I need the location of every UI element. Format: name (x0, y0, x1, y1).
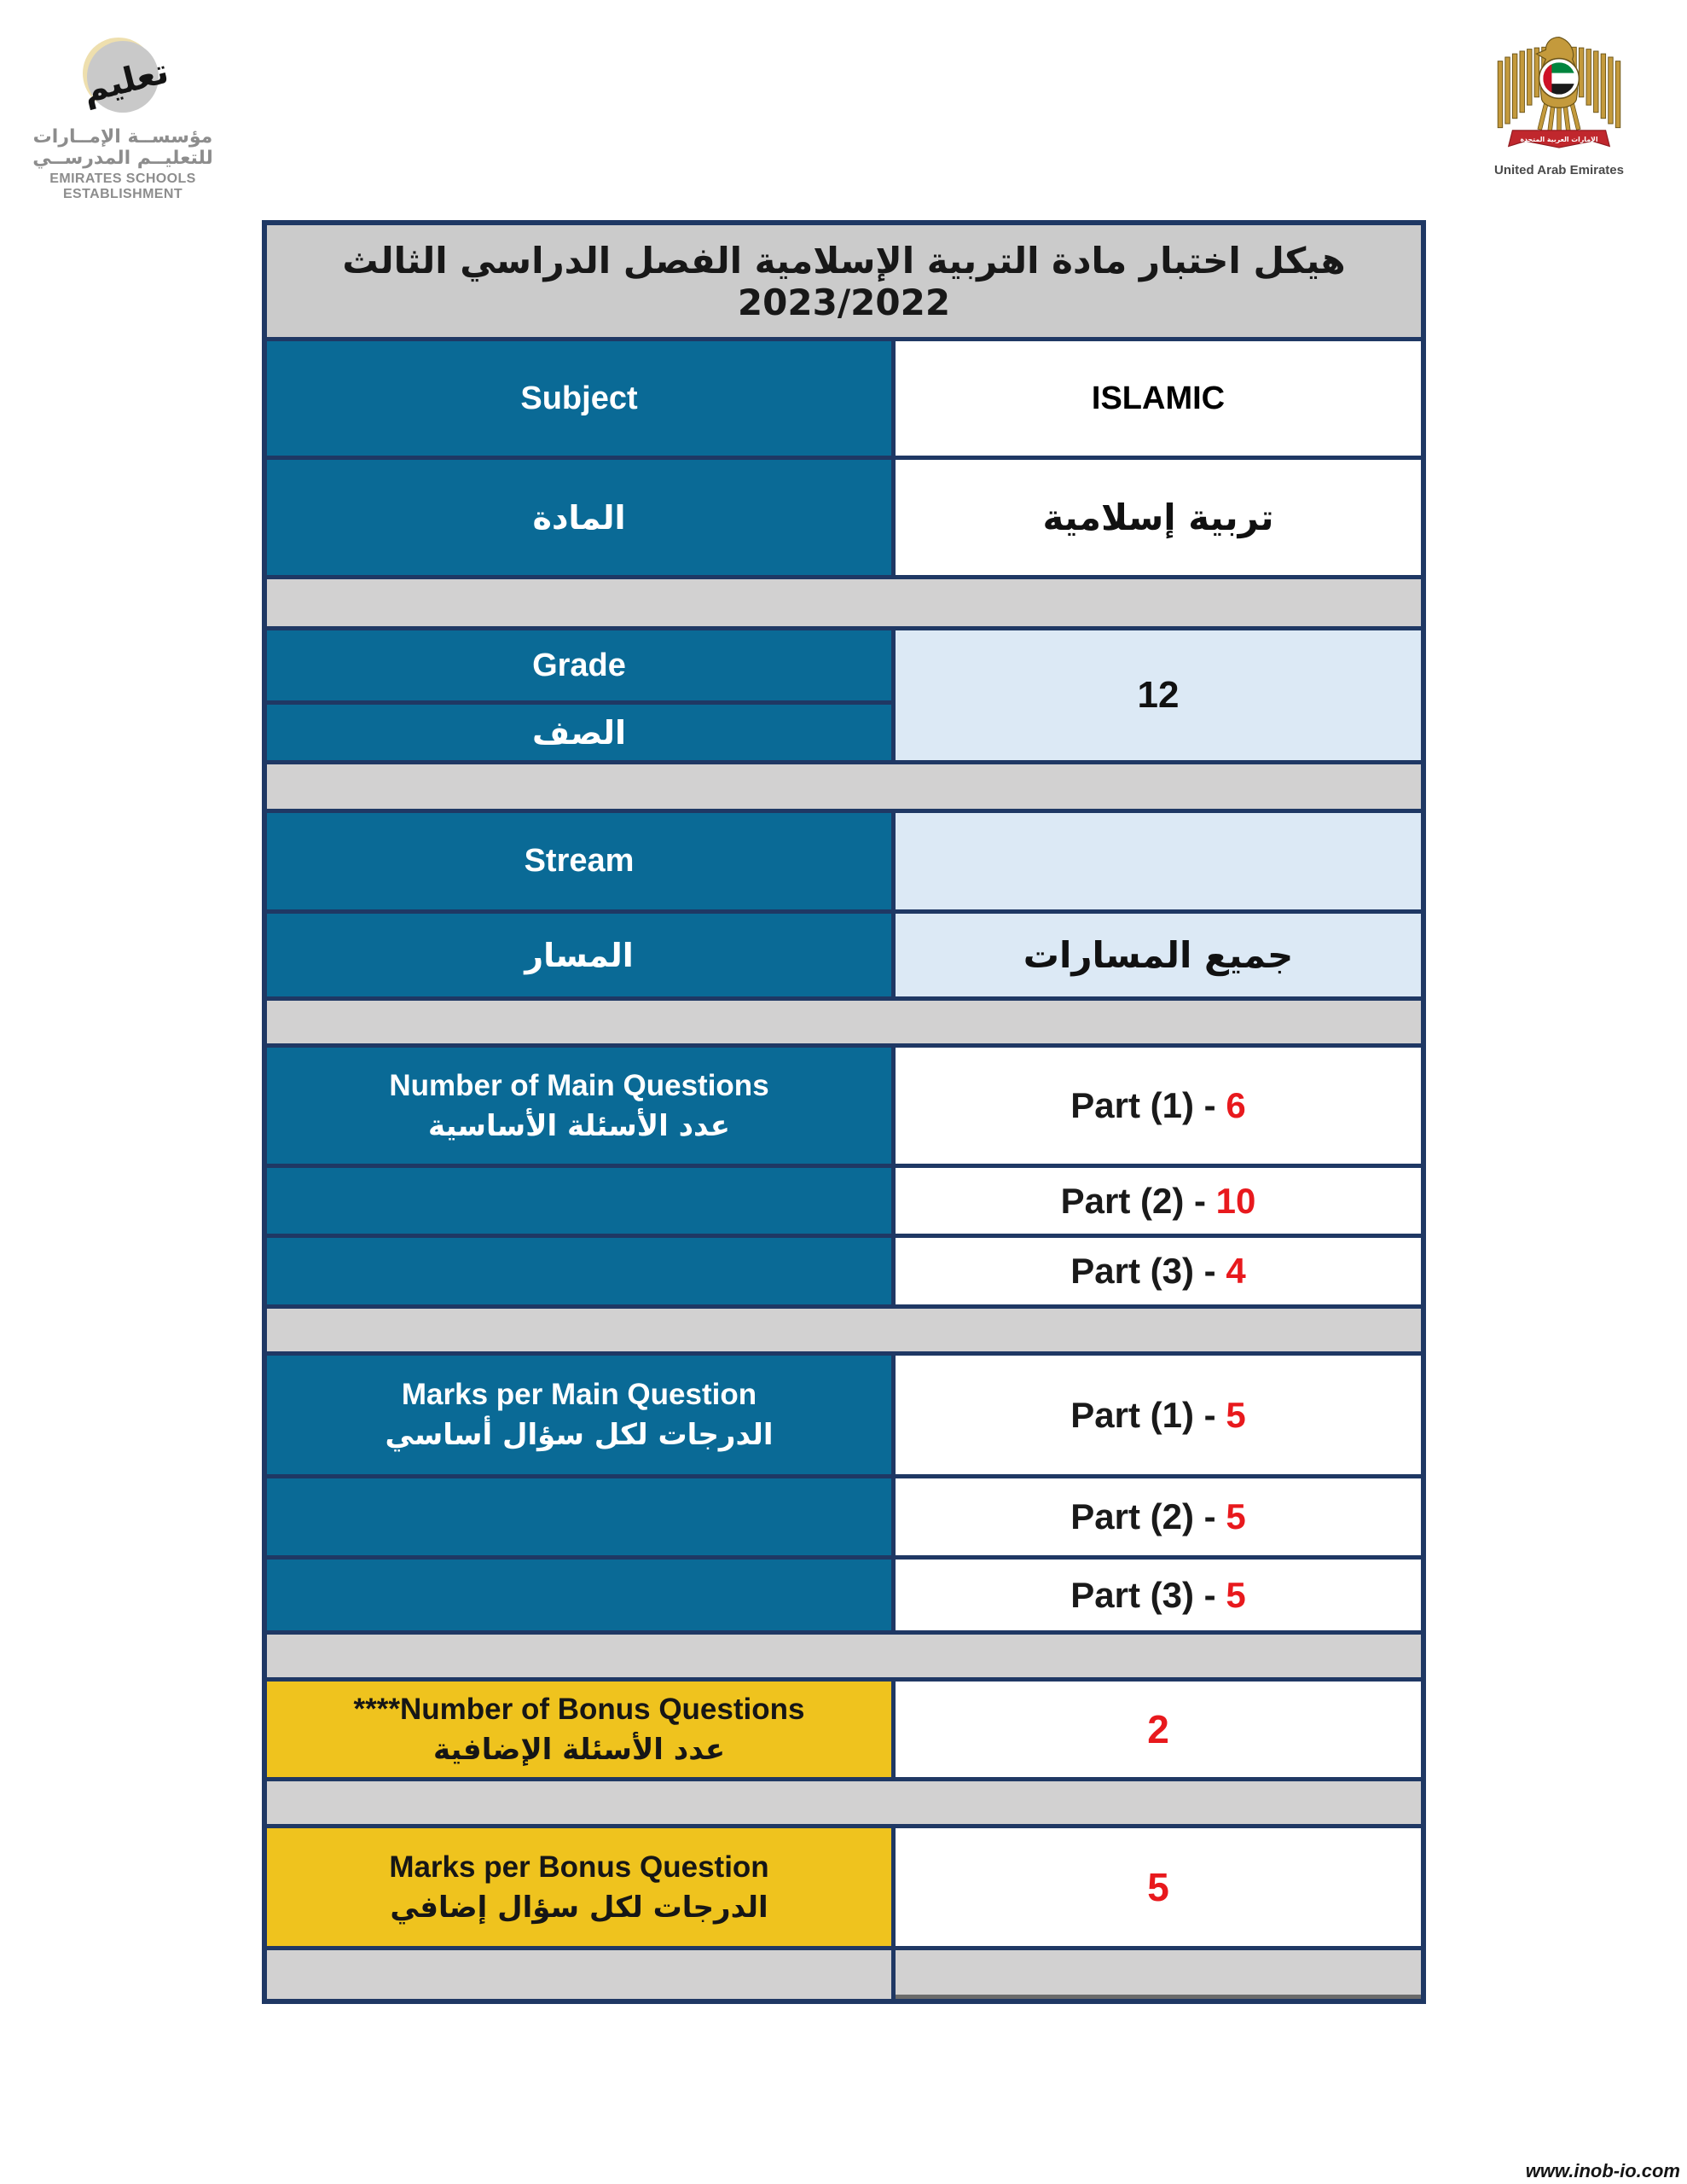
bonus-questions-label-ar: عدد الأسئلة الإضافية (432, 1732, 726, 1767)
part-value: 4 (1226, 1251, 1246, 1291)
bonus-questions-value: 2 (896, 1682, 1421, 1777)
main-questions-spacer (267, 1238, 891, 1304)
part-label: Part (1) - (1070, 1394, 1226, 1435)
main-questions-label-ar: عدد الأسئلة الأساسية (428, 1108, 730, 1143)
part-label: Part (3) - (1070, 1574, 1226, 1615)
part-label: Part (3) - (1070, 1251, 1226, 1291)
uae-emblem-caption: United Arab Emirates (1494, 163, 1624, 177)
separator-row (267, 1781, 1421, 1824)
bottom-gray-left (267, 1950, 891, 1999)
marks-bonus-label (267, 1828, 891, 1946)
main-questions-part2 (896, 1168, 1421, 1234)
main-questions-part1 (896, 1048, 1421, 1164)
marks-main-spacer (267, 1560, 891, 1630)
subject-label-arabic: المادة (267, 460, 891, 575)
marks-main-part2 (896, 1478, 1421, 1555)
main-questions-label (267, 1048, 891, 1164)
main-questions-spacer (267, 1168, 891, 1234)
stream-value-empty (896, 813, 1421, 909)
part-label: Part (2) - (1070, 1496, 1226, 1536)
subject-value: ISLAMIC (896, 341, 1421, 456)
watermark: www.inob-io.com (1525, 2160, 1680, 2181)
grade-label: Grade (267, 630, 891, 700)
marks-main-part1 (896, 1356, 1421, 1474)
ese-logo-circle (78, 41, 173, 113)
part-value: 6 (1226, 1085, 1246, 1125)
uae-emblem (1493, 36, 1626, 177)
separator-row (267, 764, 1421, 809)
marks-bonus-label-en: Marks per Bonus Question (389, 1850, 769, 1884)
uae-falcon-icon (1493, 36, 1626, 157)
grade-label-arabic: الصف (267, 705, 891, 760)
separator-row (267, 1635, 1421, 1677)
separator-row (267, 1001, 1421, 1043)
marks-main-label-ar: الدرجات لكل سؤال أساسي (385, 1418, 774, 1453)
part-value: 5 (1226, 1496, 1246, 1536)
bonus-questions-label (267, 1682, 891, 1777)
separator-row (267, 579, 1421, 626)
exam-structure-table (262, 220, 1426, 2004)
bonus-questions-label-en: ****Number of Bonus Questions (353, 1692, 805, 1726)
marks-bonus-value: 5 (896, 1828, 1421, 1946)
ese-org-name-arabic: مؤسســة الإمــارات للتعليــم المدرســي (32, 126, 213, 169)
subject-label: Subject (267, 341, 891, 456)
separator-row (267, 1309, 1421, 1351)
stream-value-arabic: جميع المسارات (896, 914, 1421, 996)
marks-main-part3 (896, 1560, 1421, 1630)
marks-main-label-en: Marks per Main Question (401, 1378, 757, 1412)
ese-logo-calligraphy: تعليم (78, 51, 173, 111)
part-label: Part (2) - (1060, 1180, 1216, 1221)
stream-label-arabic: المسار (267, 914, 891, 996)
marks-main-label (267, 1356, 891, 1474)
ese-logo (7, 41, 239, 202)
part-value: 10 (1215, 1180, 1256, 1221)
part-value: 5 (1226, 1394, 1246, 1435)
stream-label: Stream (267, 813, 891, 909)
marks-main-spacer (267, 1478, 891, 1555)
grade-value: 12 (896, 630, 1421, 760)
main-questions-label-en: Number of Main Questions (389, 1068, 769, 1102)
table-title: هيكل اختبار مادة التربية الإسلامية الفصل الدراسي الثالث 2023/2022 (267, 225, 1421, 337)
part-value: 5 (1226, 1574, 1246, 1615)
marks-bonus-label-ar: الدرجات لكل سؤال إضافي (390, 1890, 768, 1925)
ese-org-name-english: EMIRATES SCHOOLS ESTABLISHMENT (49, 171, 196, 201)
subject-value-arabic: تربية إسلامية (896, 460, 1421, 575)
main-questions-part3 (896, 1238, 1421, 1304)
part-label: Part (1) - (1070, 1085, 1226, 1125)
svg-text:الإمارات العربية المتحدة: الإمارات العربية المتحدة (1520, 136, 1598, 144)
bottom-gray-right (896, 1950, 1421, 1999)
